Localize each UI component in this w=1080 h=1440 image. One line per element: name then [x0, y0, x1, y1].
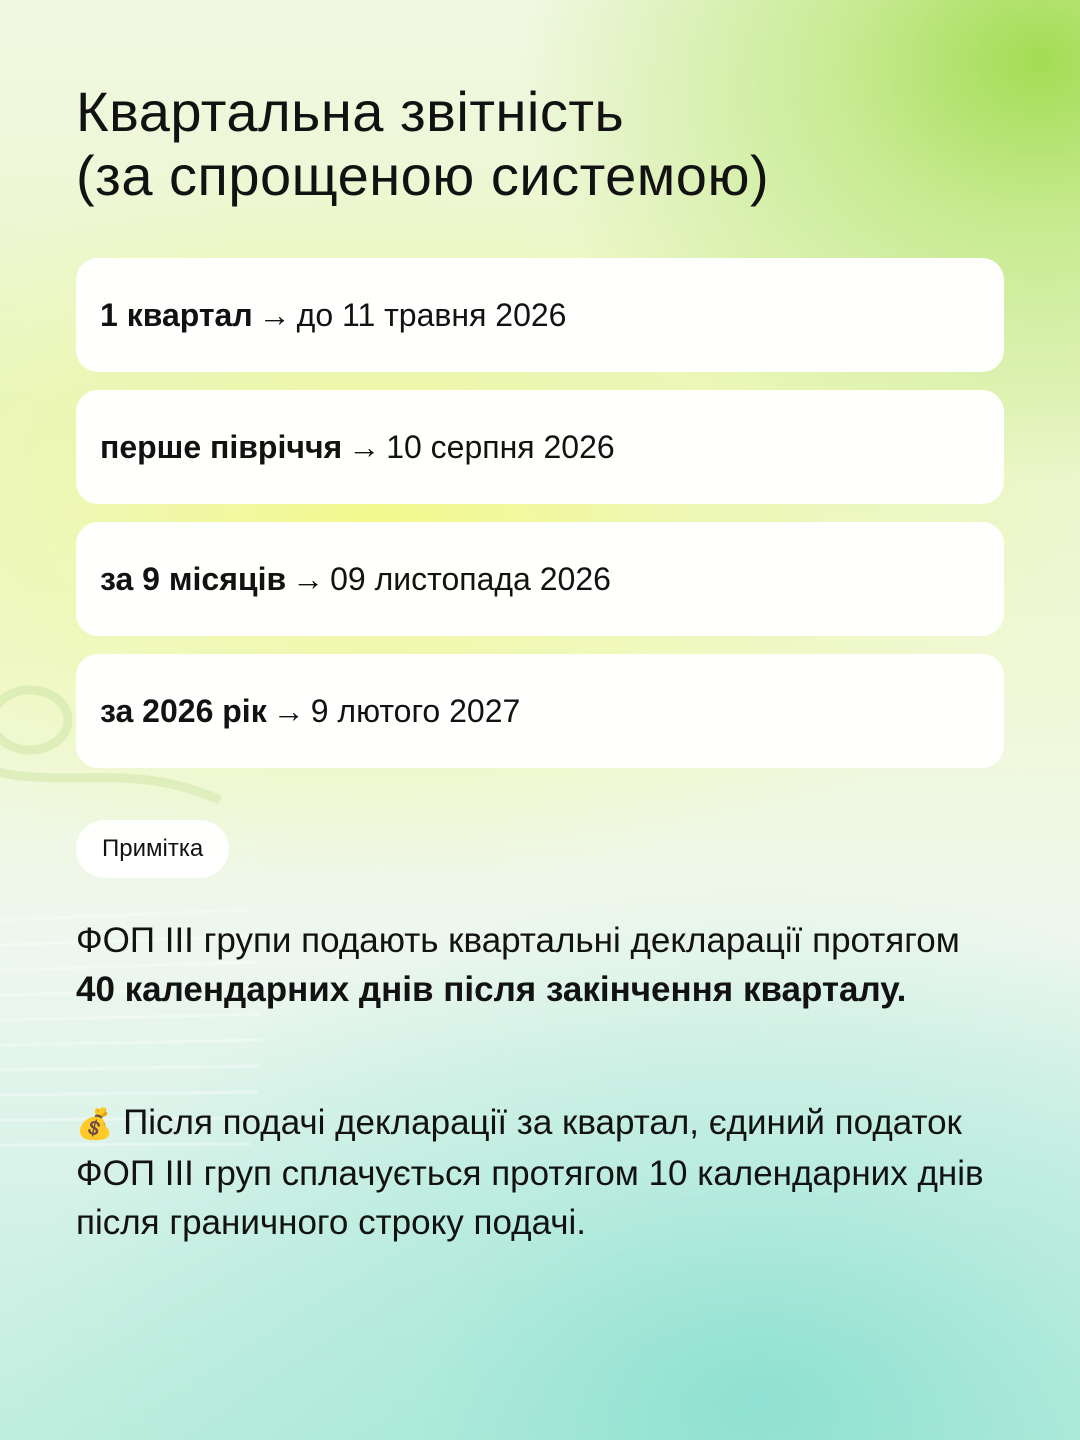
- deadline-period: за 9 місяців: [100, 561, 287, 597]
- note-paragraph-emphasis: 40 календарних днів після закінчення кварталу.: [76, 970, 907, 1009]
- tax-payment-paragraph: [76, 1098, 996, 1247]
- deadline-date: 9 лютого 2027: [310, 693, 521, 729]
- deadline-card-year: [76, 654, 1004, 768]
- deadline-period: 1 квартал: [100, 297, 253, 333]
- deadline-list: [76, 258, 1004, 786]
- deadline-date: 09 листопада 2026: [330, 561, 611, 597]
- deadline-date: до 11 травня 2026: [296, 297, 567, 333]
- deadline-date: 10 серпня 2026: [386, 429, 615, 465]
- title-line-2: (за спрощеною системою): [76, 144, 770, 207]
- page-title: [76, 80, 996, 208]
- deadline-card-9-months: [76, 522, 1004, 636]
- arrow-right-icon: →: [258, 297, 291, 333]
- note-paragraph: [76, 916, 996, 1014]
- deadline-period: перше півріччя: [100, 429, 343, 465]
- deadline-card-half-year: [76, 390, 1004, 504]
- tax-payment-text: Після подачі декларації за квартал, єдиний податок ФОП ІІІ груп сплачується протягом 10 календарних днів після граничного строку подачі.: [76, 1103, 984, 1242]
- note-paragraph-text: ФОП ІІІ групи подають квартальні декларації протягом: [76, 921, 960, 960]
- deadline-period: за 2026 рік: [100, 693, 267, 729]
- money-bag-icon: 💰: [76, 1107, 114, 1142]
- deadline-card-q1: [76, 258, 1004, 372]
- arrow-right-icon: →: [348, 429, 381, 465]
- title-line-1: Квартальна звітність: [76, 80, 625, 143]
- arrow-right-icon: →: [292, 561, 325, 597]
- arrow-right-icon: →: [272, 693, 305, 729]
- note-badge: Примітка: [76, 820, 229, 878]
